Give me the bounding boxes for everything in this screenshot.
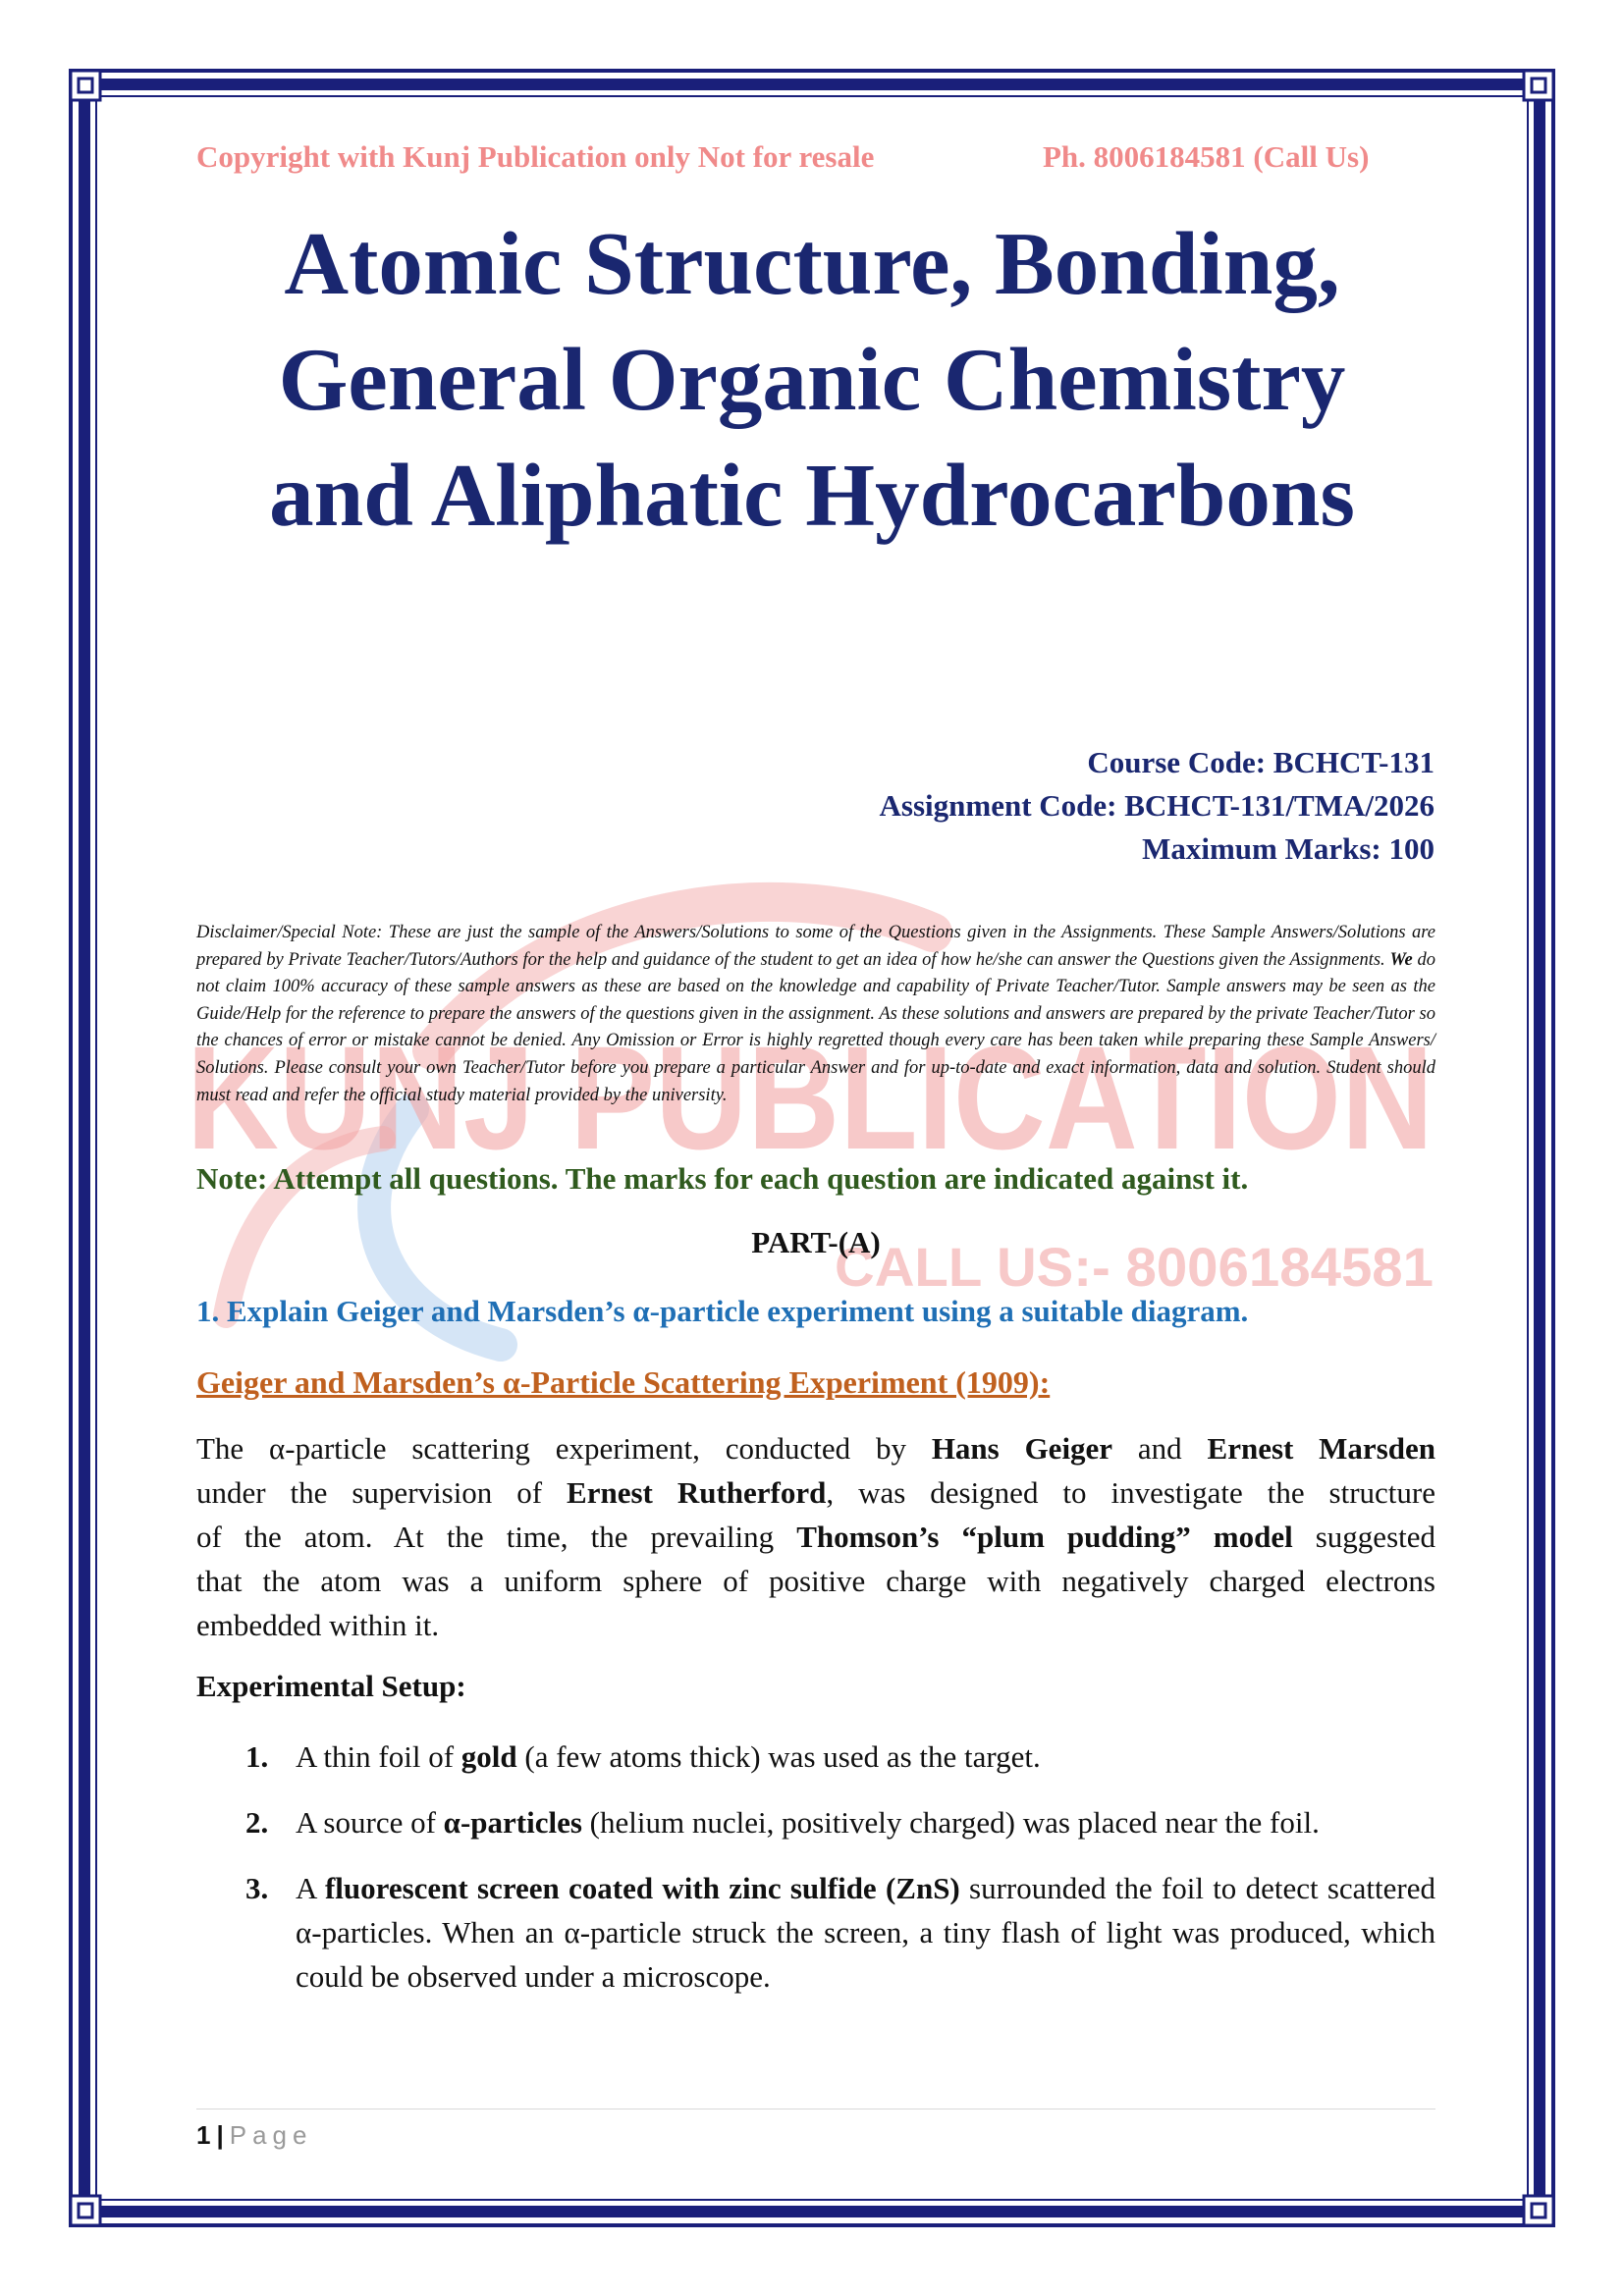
name-ernest-rutherford: Ernest Rutherford <box>567 1475 827 1510</box>
intro-paragraph <box>196 1426 1435 1647</box>
title-line-1: Atomic Structure, Bonding, <box>284 214 1340 313</box>
intro-text: suggested <box>1292 1520 1436 1554</box>
list-item <box>245 1866 1435 1999</box>
maximum-marks: Maximum Marks: 100 <box>1142 831 1435 866</box>
step-text: (helium nuclei, positively charged) was placed near the foil. <box>581 1805 1320 1840</box>
step-text: A thin foil of <box>296 1739 461 1774</box>
intro-text: of the atom. At the time, the prevailing <box>196 1520 797 1554</box>
section-heading: Geiger and Marsden’s α-Particle Scattering Experiment (1909): <box>196 1364 1051 1400</box>
question-1: 1. Explain Geiger and Marsden’s α-particle experiment using a suitable diagram. <box>196 1294 1249 1328</box>
corner-ornament-top-right <box>1522 69 1555 102</box>
thomson-model: Thomson’s “plum pudding” model <box>796 1520 1293 1554</box>
page-footer <box>196 2120 312 2151</box>
step-number: 3. <box>245 1871 269 1905</box>
step-text: (a few atoms thick) was used as the target. <box>516 1739 1041 1774</box>
intro-line-2 <box>196 1470 1435 1515</box>
assignment-code: Assignment Code: BCHCT-131/TMA/2026 <box>879 788 1435 823</box>
name-ernest-marsden: Ernest Marsden <box>1207 1431 1435 1466</box>
corner-ornament-bottom-left <box>69 2194 102 2227</box>
step-text: surrounded the foil to detect scattered α-particles. When an α-particle struck the screen, a tiny flash of light was produced, which could be observed under a microscope. <box>296 1871 1435 1994</box>
intro-line-5: embedded within it. <box>196 1608 440 1642</box>
intro-text: under the supervision of <box>196 1475 568 1510</box>
setup-heading: Experimental Setup: <box>196 1669 466 1703</box>
name-hans-geiger: Hans Geiger <box>931 1431 1113 1466</box>
setup-steps-list <box>245 1735 1435 2020</box>
page-label: Page <box>229 2120 313 2150</box>
step-bold: fluorescent screen coated with zinc sulfide (ZnS) <box>324 1871 960 1905</box>
disclaimer-we: We <box>1389 949 1413 970</box>
intro-text: , was designed to investigate the structure <box>826 1475 1436 1510</box>
intro-line-1 <box>196 1426 1435 1470</box>
step-bold: α-particles <box>443 1805 582 1840</box>
watermark-call-text: CALL US:- 8006184581 <box>835 1236 1434 1298</box>
step-bold: gold <box>460 1739 517 1774</box>
copyright-text: Copyright with Kunj Publication only Not for resale <box>196 139 875 174</box>
page-number: 1 <box>196 2120 211 2150</box>
instruction-note: Note: Attempt all questions. The marks for each question are indicated against it. <box>196 1161 1249 1196</box>
footer-separator: | <box>216 2120 224 2150</box>
corner-ornament-top-left <box>69 69 102 102</box>
phone-number: Ph. 8006184581 (Call Us) <box>1043 139 1370 174</box>
disclaimer <box>196 920 1435 1109</box>
watermark-brand-text: KUNJ PUBLICATION <box>187 1015 1434 1180</box>
part-heading: PART-(A) <box>751 1225 881 1259</box>
title-line-3: and Aliphatic Hydrocarbons <box>269 446 1355 545</box>
step-text: A <box>296 1871 325 1905</box>
disclaimer-part-1: Disclaimer/Special Note: These are just the sample of the Answers/Solutions to some of the Questions given in the Assignments. These Sample Answers/Solutions are prepared by Private Teacher/Tutors/Authors for the help and guidance of the student to get an idea of how he/she can answer the Questions given the Assignments. <box>196 923 1435 970</box>
course-codes <box>880 741 1435 871</box>
list-item <box>245 1735 1435 1779</box>
document-title <box>157 206 1467 554</box>
copyright-header <box>196 139 1434 175</box>
list-item <box>245 1800 1435 1844</box>
step-number: 1. <box>245 1739 269 1774</box>
title-line-2: General Organic Chemistry <box>278 330 1346 429</box>
disclaimer-part-2: do not claim 100% accuracy of these sample answers as these are based on the knowledge and capability of Private Teacher/Tutor. Sample answers may be seen as the Guide/Help for the reference to prepare the answers of the questions given in the assignment. As these solutions and answers are prepared by the private Teacher/Tutor so the chances of error or mistake cannot be denied. Any Omission or Error is highly regretted though every care has been taken while preparing these Sample Answers/ Solutions. Please consult your own Teacher/Tutor before you prepare a particular Answer and for up-to-date and exact information, data and solution. Student should must read and refer the official study material provided by the university. <box>196 949 1435 1105</box>
course-code: Course Code: BCHCT-131 <box>1087 745 1435 779</box>
corner-ornament-bottom-right <box>1522 2194 1555 2227</box>
step-number: 2. <box>245 1805 269 1840</box>
intro-text: and <box>1112 1431 1208 1466</box>
step-text: A source of <box>296 1805 444 1840</box>
intro-line-4: that the atom was a uniform sphere of positive charge with negatively charged electrons <box>196 1564 1435 1598</box>
intro-line-3 <box>196 1515 1435 1559</box>
intro-text: The α-particle scattering experiment, conducted by <box>196 1431 932 1466</box>
